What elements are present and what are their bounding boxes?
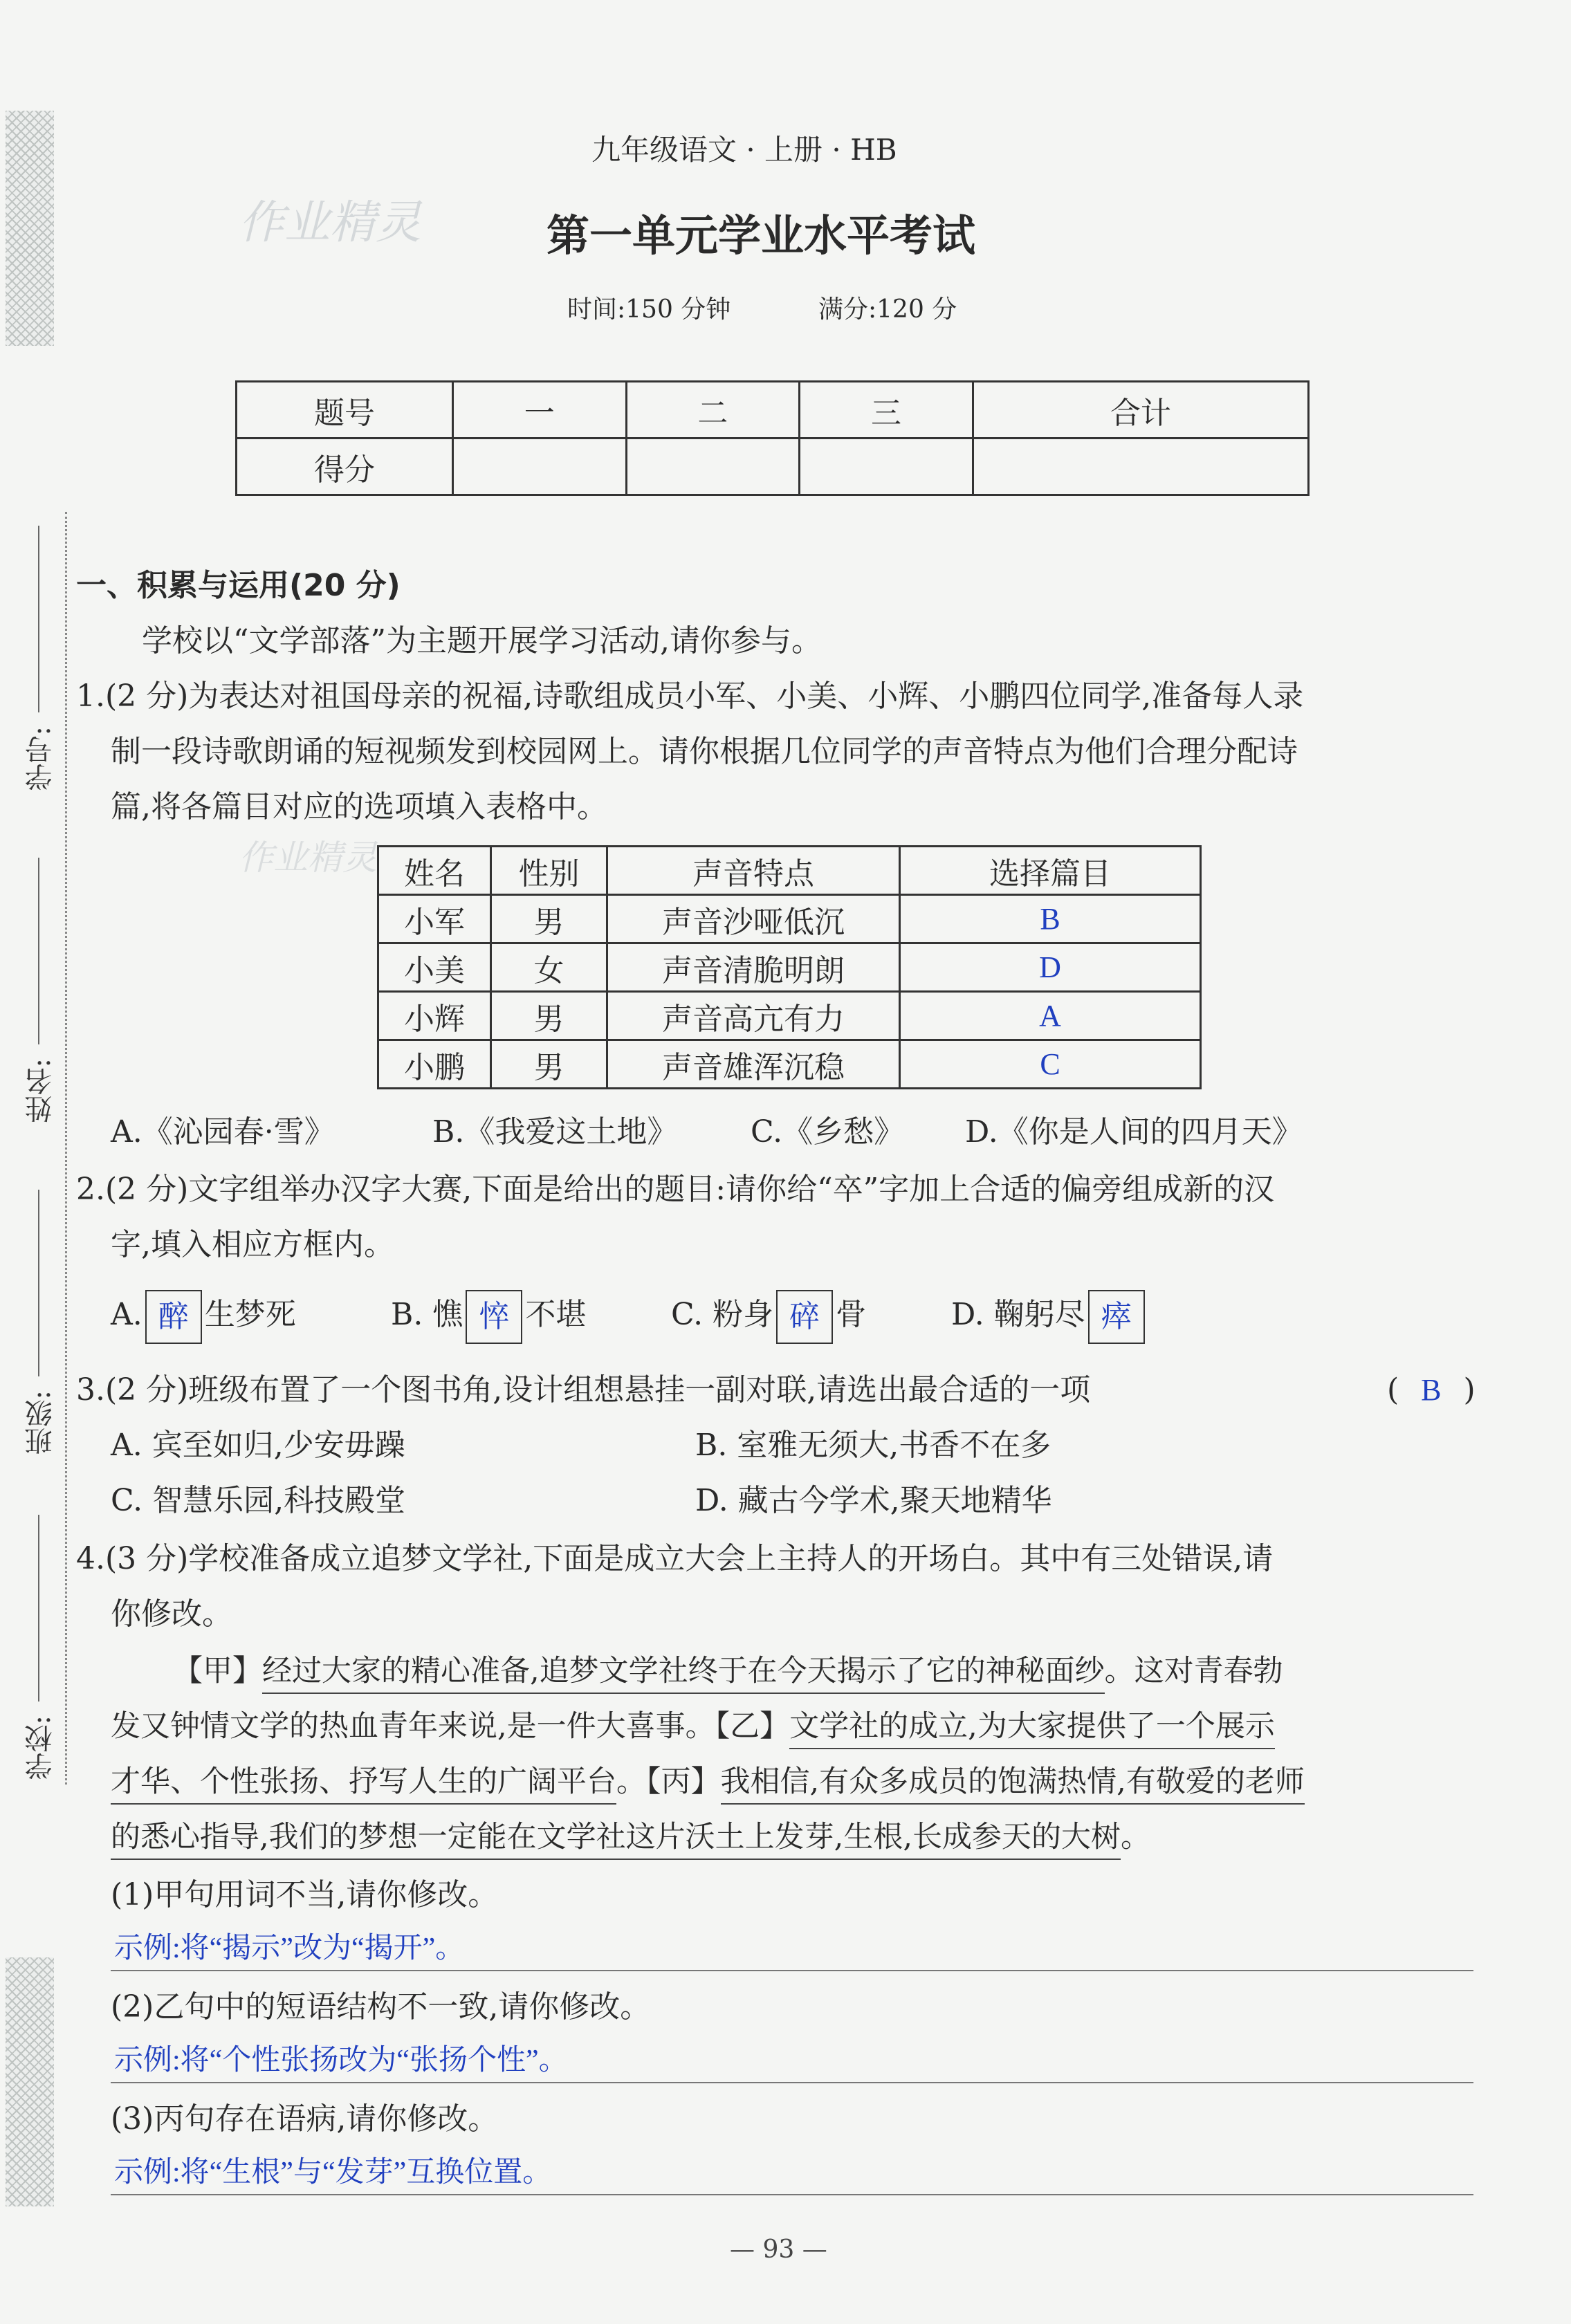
class-label: 班级:	[25, 1390, 57, 1455]
page-number: — 93 —	[730, 2235, 827, 2264]
q4-passage-line1	[173, 1654, 1283, 1688]
score-table-score-label: 得分	[237, 439, 453, 495]
q3-answer[interactable]: B	[1421, 1373, 1442, 1407]
score-table-header-1: 一	[453, 382, 627, 439]
q4-yi-tail: 。	[616, 1764, 646, 1799]
q3-option-c: C. 智慧乐园,科技殿堂	[111, 1483, 406, 1518]
q2-a-prefix: A.	[111, 1297, 143, 1332]
q1-th-name: 姓名	[378, 847, 491, 895]
q4-answer3[interactable]: 示例:将“生根”与“发芽”互换位置。	[114, 2157, 552, 2188]
watermark-top: 作业精灵	[239, 196, 421, 249]
q1-row4-voice: 声音雄浑沉稳	[607, 1040, 900, 1089]
q1-row4-gender: 男	[491, 1040, 607, 1089]
q1-row4-name: 小鹏	[378, 1040, 491, 1089]
score-table	[235, 380, 1310, 496]
q4-answer1[interactable]: 示例:将“揭示”改为“揭开”。	[114, 1933, 465, 1964]
school-blank[interactable]	[38, 1515, 39, 1702]
full-score-label: 满分:120 分	[818, 295, 957, 324]
q2-line1: 2.(2 分)文字组举办汉字大赛,下面是给出的题目:请你给“卒”字加上合适的偏旁组成新的汉	[76, 1172, 1275, 1207]
q1-row3-gender: 男	[491, 992, 607, 1040]
q4-answer2-line	[111, 2082, 1473, 2083]
q2-option-d	[951, 1288, 1148, 1344]
q4-bing-sentence-part2: 的悉心指导,我们的梦想一定能在文学社这片沃土上发芽,生根,长成参天的大树	[111, 1820, 1121, 1860]
q1-line3: 篇,将各篇目对应的选项填入表格中。	[111, 789, 607, 824]
score-table-header-label: 题号	[237, 382, 453, 439]
q4-sub2: (2)乙句中的短语结构不一致,请你修改。	[111, 1989, 651, 2025]
q1-row1-voice: 声音沙哑低沉	[607, 895, 900, 943]
score-table-header-2: 二	[626, 382, 800, 439]
q4-answer3-line	[111, 2194, 1473, 2195]
q1-row1-gender: 男	[491, 895, 607, 943]
q1-row2-voice: 声音清脆明朗	[607, 943, 900, 992]
q2-a-answer-box[interactable]: 醉	[145, 1290, 202, 1344]
q4-sub3: (3)丙句存在语病,请你修改。	[111, 2101, 499, 2137]
q4-bing-tail: 。	[1121, 1820, 1151, 1854]
q2-line2: 字,填入相应方框内。	[111, 1227, 394, 1262]
student-number-label: 学号:	[25, 726, 57, 791]
q4-answer2[interactable]: 示例:将“个性张扬改为“张扬个性”。	[114, 2045, 568, 2076]
q3-option-a: A. 宾至如归,少安毋躁	[111, 1428, 405, 1463]
q3-option-b: B. 室雅无须大,书香不在多	[695, 1428, 1051, 1463]
q4-passage-line3	[111, 1764, 1305, 1799]
q4-yi-sentence-part2: 才华、个性张扬、抒写人生的广阔平台	[111, 1764, 616, 1805]
score-cell-2[interactable]	[626, 439, 800, 495]
q2-b-prefix: B. 憔	[391, 1297, 463, 1332]
class-blank[interactable]	[38, 1190, 39, 1376]
q4-passage-line2	[111, 1709, 1275, 1744]
q2-d-prefix: D. 鞠躬尽	[951, 1297, 1085, 1332]
q1-row2-gender: 女	[491, 943, 607, 992]
q4-sub1: (1)甲句用词不当,请你修改。	[111, 1877, 499, 1912]
series-label: 九年级语文 · 上册 · HB	[591, 133, 897, 167]
q1-th-voice: 声音特点	[607, 847, 900, 895]
q1-row3-answer[interactable]: A	[900, 992, 1201, 1040]
q1-option-a: A.《沁园春·雪》	[111, 1114, 335, 1150]
q4-passage-p2: 发又钟情文学的热血青年来说,是一件大喜事。	[111, 1709, 715, 1744]
q1-line1: 1.(2 分)为表达对祖国母亲的祝福,诗歌组成员小军、小美、小辉、小鹏四位同学,准备每人录	[76, 679, 1304, 714]
q1-row2-name: 小美	[378, 943, 491, 992]
score-cell-3[interactable]	[800, 439, 973, 495]
q4-yi-mark: 【乙】	[715, 1709, 790, 1744]
student-number-blank[interactable]	[38, 526, 39, 712]
q1-row1-answer[interactable]: B	[900, 895, 1201, 943]
score-table-header-3: 三	[800, 382, 973, 439]
q1-voice-table	[377, 845, 1202, 1089]
q1-row4-answer[interactable]: C	[900, 1040, 1201, 1089]
q1-th-gender: 性别	[491, 847, 607, 895]
q1-option-d: D.《你是人间的四月天》	[965, 1114, 1303, 1150]
q2-a-suffix: 生梦死	[204, 1297, 296, 1332]
q2-c-answer-box[interactable]: 碎	[776, 1290, 833, 1344]
q1-row3-name: 小辉	[378, 992, 491, 1040]
q4-passage-line4	[111, 1820, 1151, 1854]
q2-option-c	[671, 1288, 866, 1344]
q1-th-choice: 选择篇目	[900, 847, 1201, 895]
q1-line2: 制一段诗歌朗诵的短视频发到校园网上。请你根据几位同学的声音特点为他们合理分配诗	[111, 734, 1298, 769]
score-cell-total[interactable]	[973, 439, 1308, 495]
q4-bing-sentence-part1: 我相信,有众多成员的饱满热情,有敬爱的老师	[721, 1764, 1305, 1805]
q2-c-prefix: C. 粉身	[671, 1297, 774, 1332]
q3-paren-open: (	[1387, 1372, 1399, 1408]
score-cell-1[interactable]	[453, 439, 627, 495]
q4-answer1-line	[111, 1970, 1473, 1971]
q3-option-d: D. 藏古今学术,聚天地精华	[695, 1483, 1052, 1518]
student-name-blank[interactable]	[38, 858, 39, 1044]
watermark-table: 作业精灵	[239, 838, 377, 878]
score-table-header-total: 合计	[973, 382, 1308, 439]
q4-jia-sentence: 经过大家的精心准备,追梦文学社终于在今天揭示了它的神秘面纱	[262, 1654, 1105, 1694]
q3-answer-paren	[1387, 1372, 1476, 1408]
q1-row3-voice: 声音高亢有力	[607, 992, 900, 1040]
q2-c-suffix: 骨	[836, 1297, 867, 1332]
q4-line2: 你修改。	[111, 1596, 232, 1632]
q2-option-b	[391, 1288, 586, 1344]
q3-line1: 3.(2 分)班级布置了一个图书角,设计组想悬挂一副对联,请选出最合适的一项	[76, 1372, 1091, 1408]
section-heading: 一、积累与运用(20 分)	[76, 568, 401, 603]
section-intro: 学校以“文学部落”为主题开展学习活动,请你参与。	[142, 623, 822, 658]
margin-hatch-bottom	[6, 1957, 54, 2206]
q2-b-answer-box[interactable]: 悴	[466, 1290, 522, 1344]
q2-b-suffix: 不堪	[525, 1297, 587, 1332]
q4-jia-tail: 。这对青春勃	[1104, 1654, 1283, 1688]
q4-bing-mark: 【丙】	[646, 1764, 721, 1799]
page-title: 第一单元学业水平考试	[546, 210, 976, 261]
time-label: 时间:150 分钟	[567, 295, 731, 324]
margin-hatch-top	[6, 111, 54, 346]
q3-paren-close: )	[1463, 1372, 1476, 1408]
margin-dotted-line	[65, 512, 67, 1784]
q4-line1: 4.(3 分)学校准备成立追梦文学社,下面是成立大会上主持人的开场白。其中有三处错误,请	[76, 1541, 1274, 1576]
q4-yi-sentence-part1: 文学社的成立,为大家提供了一个展示	[789, 1709, 1275, 1749]
q4-jia-mark: 【甲】	[173, 1654, 262, 1688]
student-name-label: 姓名:	[25, 1058, 57, 1123]
q2-d-answer-box[interactable]: 瘁	[1088, 1290, 1145, 1344]
school-label: 学校:	[25, 1715, 57, 1780]
q1-option-c: C.《乡愁》	[751, 1114, 905, 1150]
q2-option-a	[111, 1288, 296, 1344]
q1-row2-answer[interactable]: D	[900, 943, 1201, 992]
q1-option-b: B.《我爱这土地》	[432, 1114, 678, 1150]
q1-row1-name: 小军	[378, 895, 491, 943]
